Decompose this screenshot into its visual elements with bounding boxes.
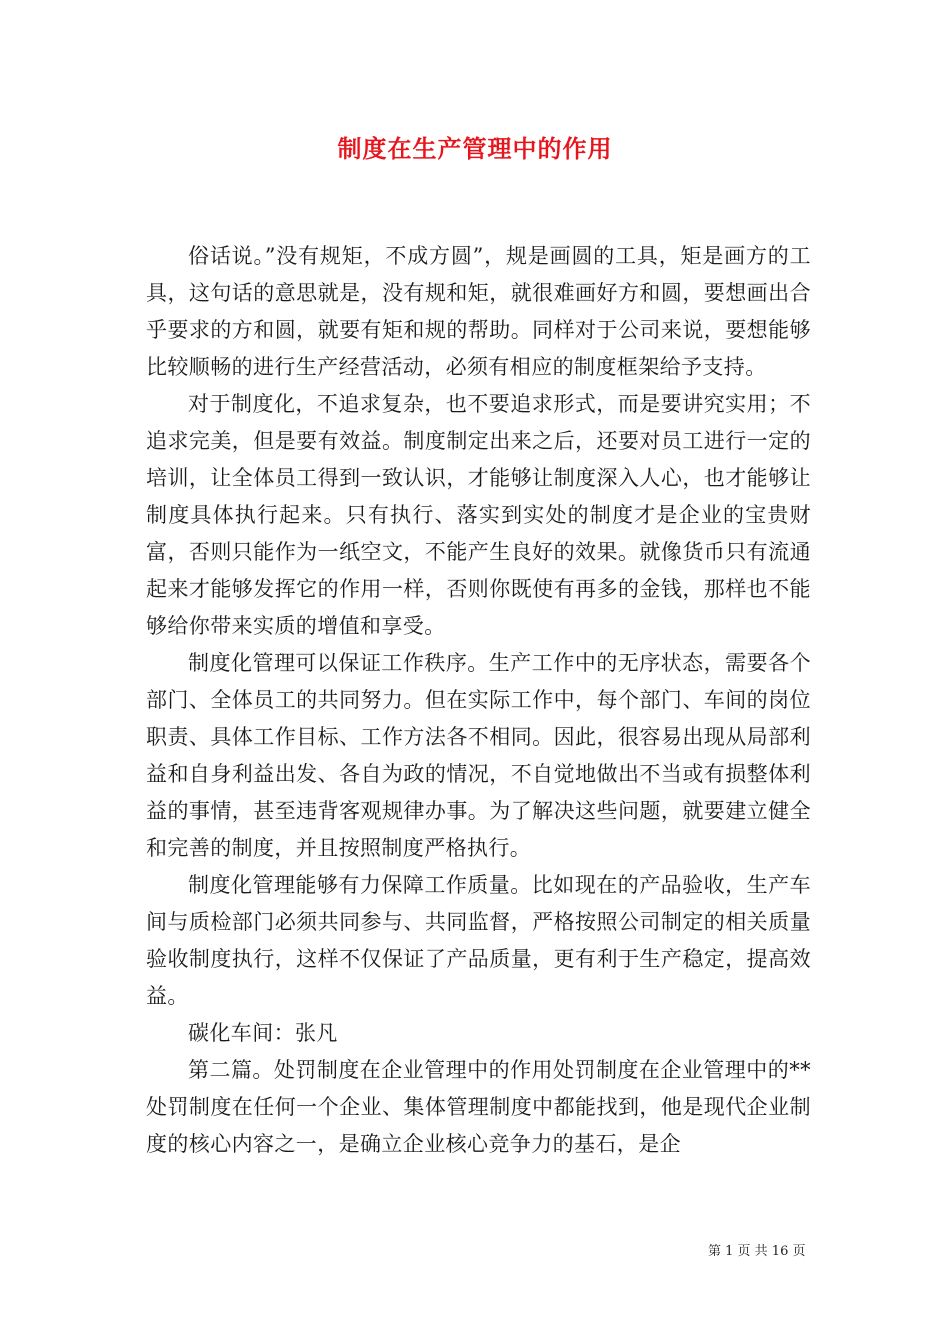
document-title: 制度在生产管理中的作用 <box>337 134 613 163</box>
paragraph-3: 制度化管理可以保证工作秩序。生产工作中的无序状态，需要各个部门、全体员工的共同努力。但在实际工作中，每个部门、车间的岗位职责、具体工作目标、工作方法各不相同。因此，很容易出现从局部利益和自身利益出发、各自为政的情况，不自觉地做出不当或有损整体利益的事情，甚至违背客观规律办事。为了解决这些问题，就要建立健全和完善的制度，并且按照制度严格执行。 <box>146 651 811 860</box>
paragraph-2: 对于制度化，不追求复杂，也不要追求形式，而是要讲究实用；不追求完美，但是要有效益。制度制定出来之后，还要对员工进行一定的培训，让全体员工得到一致认识，才能够让制度深入人心，也才能够让制度具体执行起来。只有执行、落实到实处的制度才是企业的宝贵财富，否则只能作为一纸空文，不能产生良好的效果。就像货币只有流通起来才能够发挥它的作用一样，否则你既使有再多的金钱，那样也不能够给你带来实质的增值和享受。 <box>146 392 811 638</box>
paragraph-4: 制度化管理能够有力保障工作质量。比如现在的产品验收，生产车间与质检部门必须共同参与、共同监督，严格按照公司制定的相关质量验收制度执行，这样不仅保证了产品质量，更有利于生产稳定，提高效益。 <box>146 873 811 1008</box>
page-number-footer: 第 1 页 共 16 页 <box>708 1244 806 1259</box>
paragraph-1: 俗话说。”没有规矩，不成方圆”，规是画圆的工具，矩是画方的工具，这句话的意思就是，没有规和矩，就很难画好方和圆，要想画出合乎要求的方和圆，就要有矩和规的帮助。同样对于公司来说，要想能够比较顺畅的进行生产经营活动，必须有相应的制度框架给予支持。 <box>146 244 811 379</box>
document-body <box>146 238 811 1163</box>
author-line: 碳化车间：张凡 <box>188 1021 338 1045</box>
paragraph-6: 第二篇。处罚制度在企业管理中的作用处罚制度在企业管理中的**处罚制度在任何一个企业、集体管理制度中都能找到，他是现代企业制度的核心内容之一，是确立企业核心竞争力的基石，是企 <box>146 1058 811 1156</box>
